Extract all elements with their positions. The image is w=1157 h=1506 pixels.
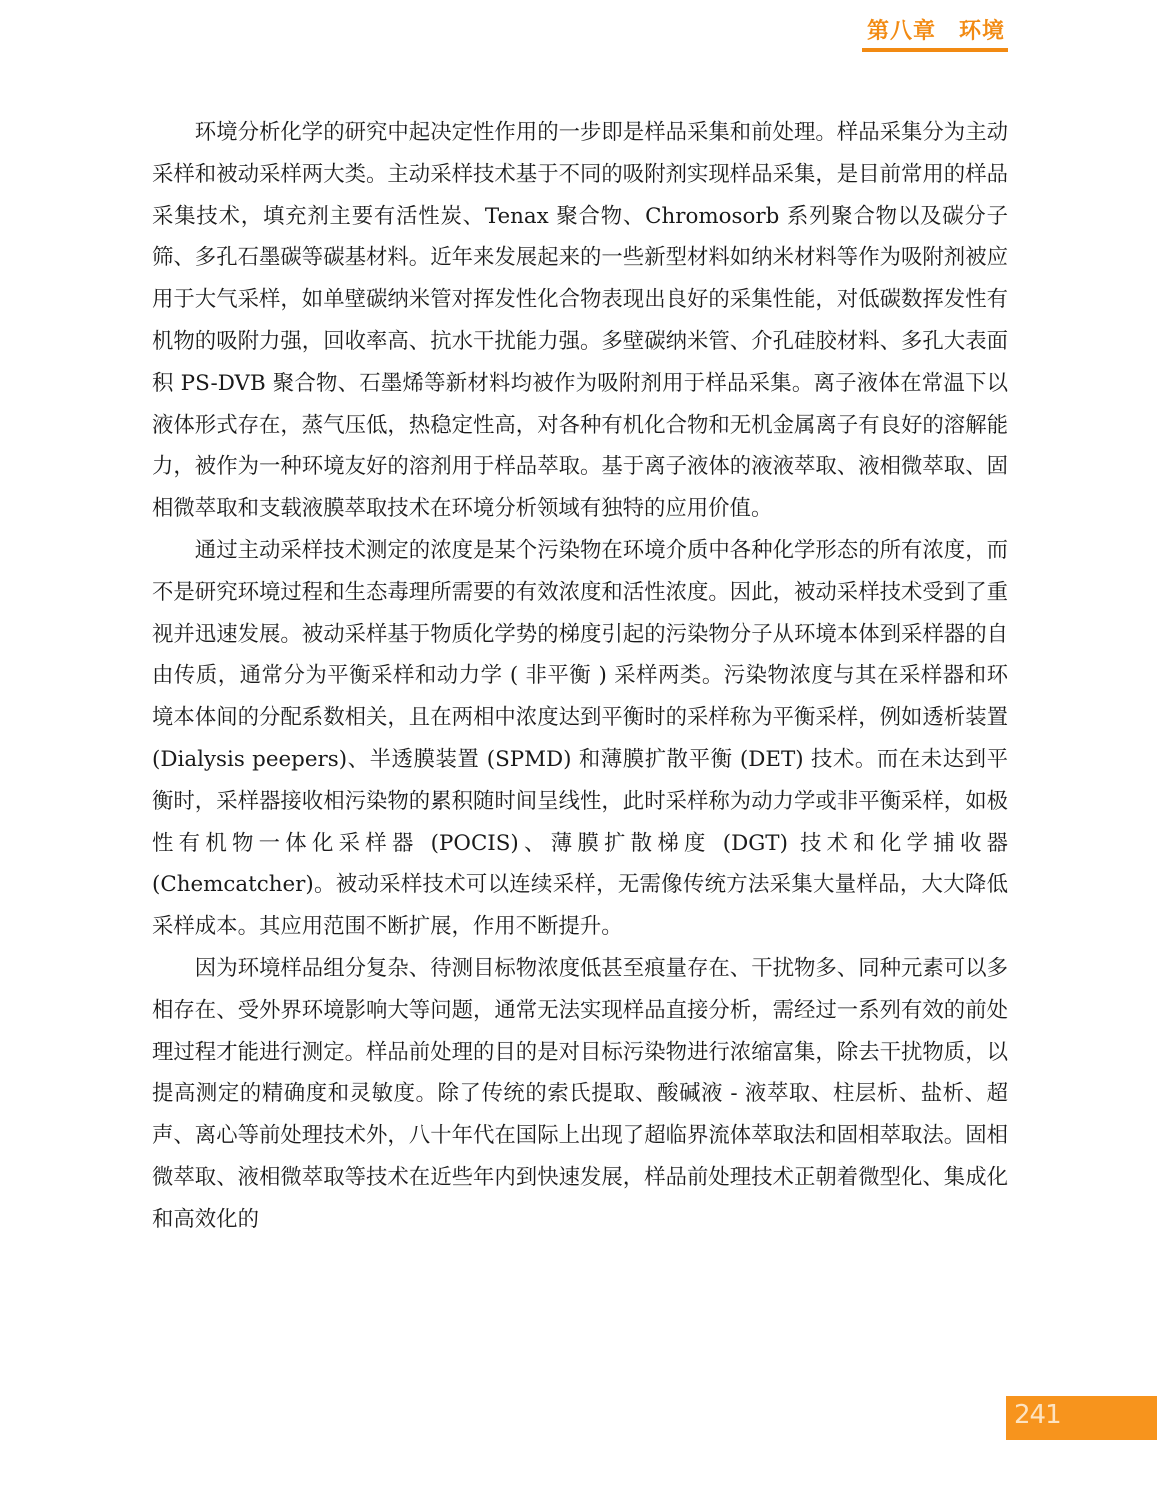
header-underline <box>862 48 1008 52</box>
body-text <box>152 112 1008 1241</box>
page-number-tab <box>1006 1396 1157 1440</box>
paragraph-sample-pretreatment: 因为环境样品组分复杂、待测目标物浓度低甚至痕量存在、干扰物多、同种元素可以多相存在、受外界环境影响大等问题，通常无法实现样品直接分析，需经过一系列有效的前处理过程才能进行测定。样品前处理的目的是对目标污染物进行浓缩富集，除去干扰物质，以提高测定的精确度和灵敏度。除了传统的索氏提取、酸碱液 - 液萃取、柱层析、盐析、超声、离心等前处理技术外，八十年代在国际上出现了超临界流体萃取法和固相萃取法。固相微萃取、液相微萃取等技术在近些年内到快速发展，样品前处理技术正朝着微型化、集成化和高效化的 <box>152 955 1008 1232</box>
page-number: 241 <box>1014 1400 1061 1430</box>
paragraph-sampling-overview: 环境分析化学的研究中起决定性作用的一步即是样品采集和前处理。样品采集分为主动采样和被动采样两大类。主动采样技术基于不同的吸附剂实现样品采集，是目前常用的样品采集技术，填充剂主要有活性炭、Tenax 聚合物、Chromosorb 系列聚合物以及碳分子筛、多孔石墨碳等碳基材料。近年来发展起来的一些新型材料如纳米材料等作为吸附剂被应用于大气采样，如单壁碳纳米管对挥发性化合物表现出良好的采集性能，对低碳数挥发性有机物的吸附力强，回收率高、抗水干扰能力强。多壁碳纳米管、介孔硅胶材料、多孔大表面积 PS-DVB 聚合物、石墨烯等新材料均被作为吸附剂用于样品采集。离子液体在常温下以液体形式存在，蒸气压低，热稳定性高，对各种有机化合物和无机金属离子有良好的溶解能力，被作为一种环境友好的溶剂用于样品萃取。基于离子液体的液液萃取、液相微萃取、固相微萃取和支载液膜萃取技术在环境分析领域有独特的应用价值。 <box>152 120 1008 522</box>
running-header <box>867 14 1005 45</box>
paragraph-passive-sampling: 通过主动采样技术测定的浓度是某个污染物在环境介质中各种化学形态的所有浓度，而不是研究环境过程和生态毒理所需要的有效浓度和活性浓度。因此，被动采样技术受到了重视并迅速发展。被动采样基于物质化学势的梯度引起的污染物分子从环境本体到采样器的自由传质，通常分为平衡采样和动力学 ( 非平衡 ) 采样两类。污染物浓度与其在采样器和环境本体间的分配系数相关，且在两相中浓度达到平衡时的采样称为平衡采样，例如透析装置 (Dialysis peepers)、半透膜装置 (SPMD) 和薄膜扩散平衡 (DET) 技术。而在未达到平衡时，采样器接收相污染物的累积随时间呈线性，此时采样称为动力学或非平衡采样，如极性有机物一体化采样器 (POCIS)、薄膜扩散梯度 (DGT) 技术和化学捕收器 (Chemcatcher)。被动采样技术可以连续采样，无需像传统方法采集大量样品，大大降低采样成本。其应用范围不断扩展，作用不断提升。 <box>152 537 1008 940</box>
chapter-title: 第八章 环境 <box>866 19 1005 44</box>
